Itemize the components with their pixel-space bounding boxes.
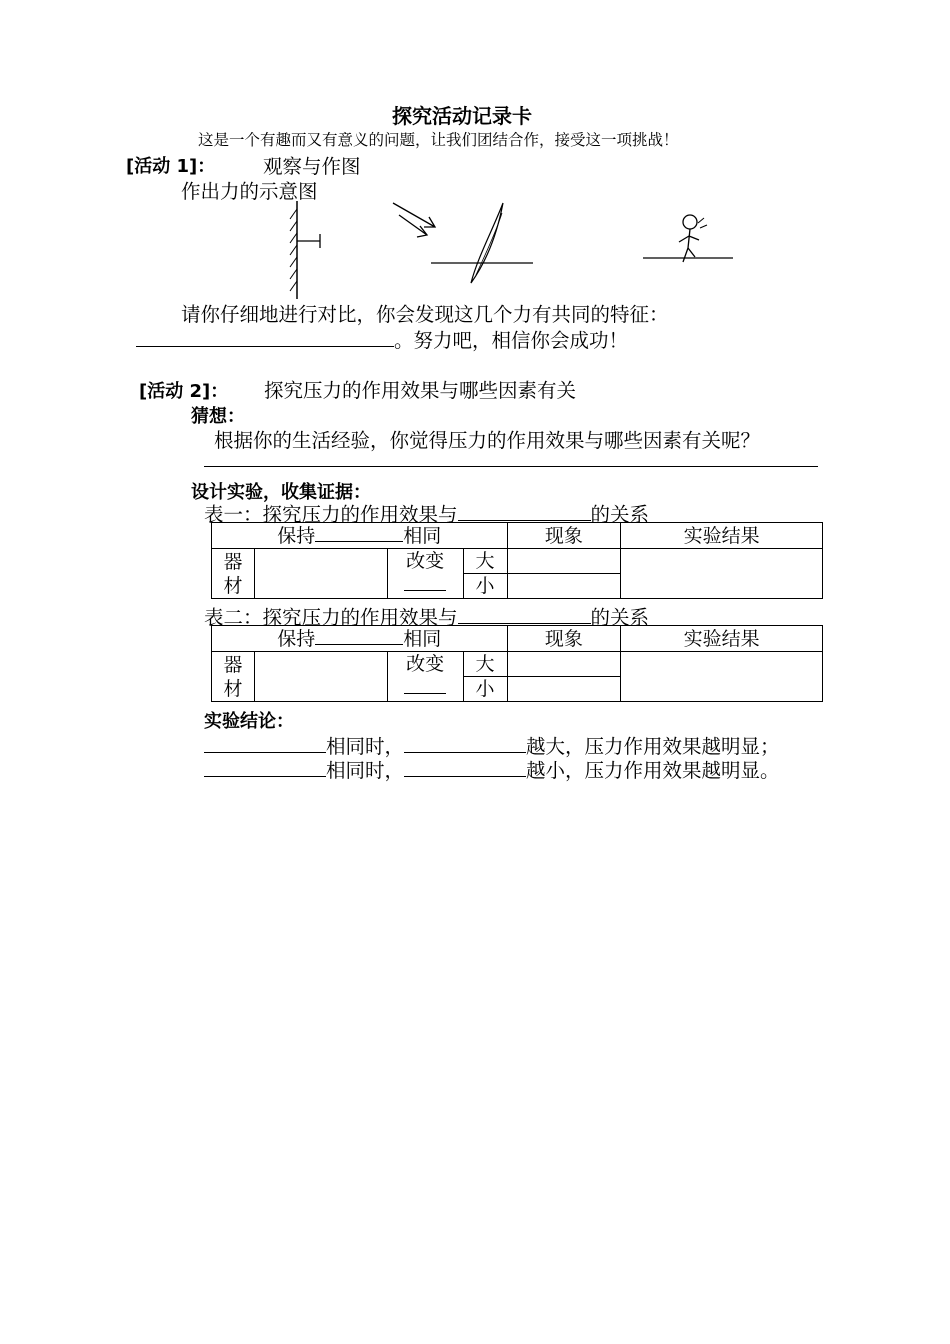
keep-blank[interactable] [315, 523, 403, 542]
activity2-label: [活动 2]： [139, 381, 229, 402]
activity1-label: [活动 1]： [126, 156, 216, 177]
phenomenon-small-cell[interactable] [507, 574, 621, 599]
equipment-cell[interactable] [254, 549, 387, 599]
small-label: 小 [463, 677, 507, 702]
change-blank[interactable] [404, 681, 446, 694]
conclusion1-blank-b[interactable] [404, 734, 526, 753]
conclusion-label: 实验结论： [204, 711, 294, 732]
table1-caption-suffix: 的关系 [590, 503, 650, 526]
intro-text: 这是一个有趣而又有意义的问题，让我们团结合作，接受这一项挑战！ [198, 131, 679, 149]
guess-label: 猜想： [191, 406, 245, 427]
result-cell[interactable] [621, 549, 823, 599]
change-cell: 改变 [387, 549, 463, 599]
change-blank[interactable] [404, 578, 446, 591]
keep-same-header: 保持 相同 [212, 523, 508, 549]
conclusion-line-1: 相同时， 越大，压力作用效果越明显； [204, 731, 780, 759]
table1-caption-prefix: 表一：探究压力的作用效果与 [204, 503, 458, 526]
result-cell[interactable] [621, 652, 823, 702]
activity1-compare-text: 请你仔细地进行对比，你会发现这几个力有共同的特征： [181, 303, 669, 326]
design-label: 设计实验，收集证据： [191, 482, 371, 503]
wall-block-figure [280, 195, 340, 305]
experiment-table-2 [211, 625, 823, 702]
keep-same-header: 保持 相同 [212, 626, 508, 652]
guess-question: 根据你的生活经验，你觉得压力的作用效果与哪些因素有关呢？ [214, 429, 761, 452]
experiment-table-1 [211, 522, 823, 599]
phenomenon-small-cell[interactable] [507, 677, 621, 702]
guess-answer-line[interactable] [204, 466, 818, 467]
activity2-name: 探究压力的作用效果与哪些因素有关 [264, 379, 577, 402]
equipment-cell[interactable] [254, 652, 387, 702]
person-figure [640, 210, 740, 270]
big-label: 大 [463, 652, 507, 677]
table2-caption-prefix: 表二：探究压力的作用效果与 [204, 606, 458, 629]
conclusion2-blank-b[interactable] [404, 758, 526, 777]
activity1-instruction: 作出力的示意图 [181, 180, 318, 203]
conclusion-line-2: 相同时， 越小，压力作用效果越明显。 [204, 755, 780, 783]
feature-answer-blank[interactable] [136, 328, 394, 347]
phenomenon-big-cell[interactable] [507, 652, 621, 677]
change-cell: 改变 [387, 652, 463, 702]
conclusion2-blank-a[interactable] [204, 758, 326, 777]
result-header: 实验结果 [621, 523, 823, 549]
result-header: 实验结果 [621, 626, 823, 652]
activity1-name: 观察与作图 [263, 155, 361, 178]
small-label: 小 [463, 574, 507, 599]
table2-caption-blank[interactable] [458, 605, 591, 624]
conclusion1-blank-a[interactable] [204, 734, 326, 753]
big-label: 大 [463, 549, 507, 574]
activity1-encourage: 。努力吧，相信你会成功！ [394, 329, 629, 352]
page-title: 探究活动记录卡 [392, 104, 532, 128]
equipment-label: 器 材 [212, 549, 255, 599]
equipment-label: 器 材 [212, 652, 255, 702]
phenomenon-big-cell[interactable] [507, 549, 621, 574]
phenomenon-header: 现象 [507, 626, 621, 652]
table2-caption-suffix: 的关系 [590, 606, 650, 629]
leaf-on-surface-figure [385, 195, 545, 290]
table1-caption-blank[interactable] [458, 502, 591, 521]
phenomenon-header: 现象 [507, 523, 621, 549]
keep-blank[interactable] [315, 626, 403, 645]
